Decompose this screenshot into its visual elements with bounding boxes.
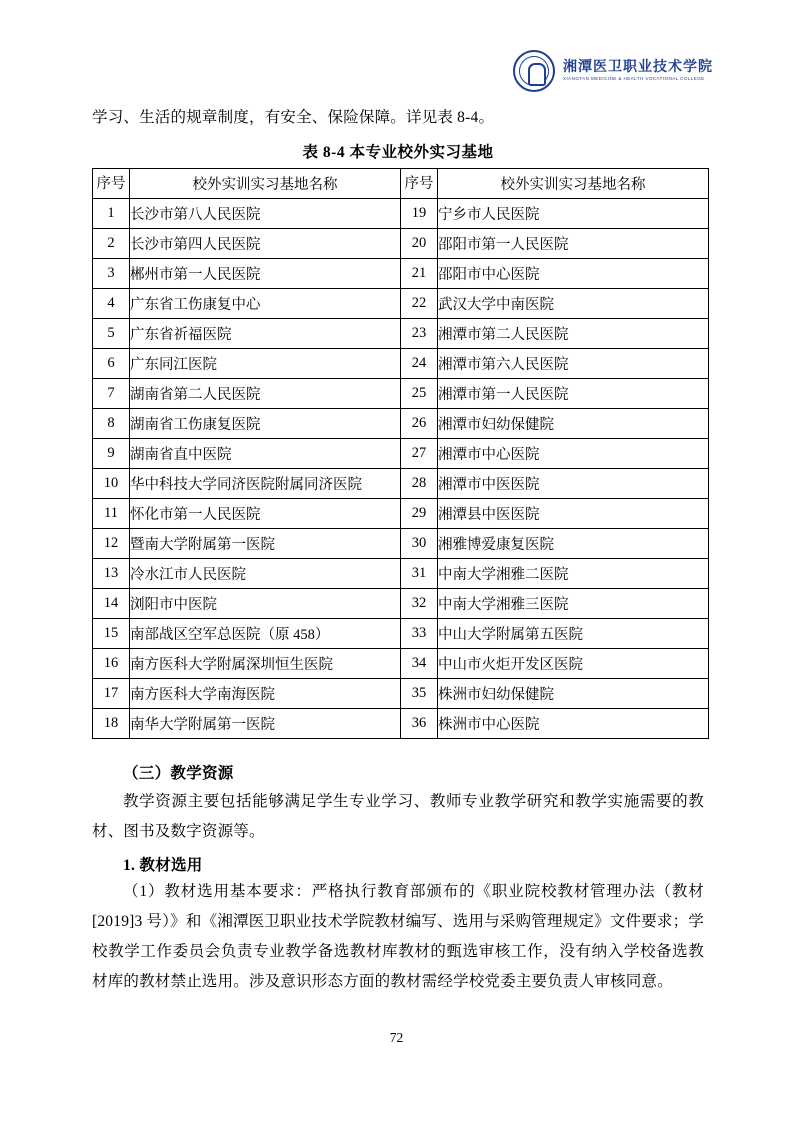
- cell-name: 长沙市第四人民医院: [130, 229, 401, 259]
- table-row: [93, 439, 709, 469]
- cell-name: 宁乡市人民医院: [438, 199, 709, 229]
- table-row: [93, 319, 709, 349]
- table-row: [93, 559, 709, 589]
- cell-no: 34: [401, 649, 438, 679]
- cell-no: 14: [93, 589, 130, 619]
- cell-name: 湘潭市中心医院: [438, 439, 709, 469]
- header-no-right: 序号: [401, 169, 438, 199]
- cell-name: 暨南大学附属第一医院: [130, 529, 401, 559]
- header-name-right: 校外实训实习基地名称: [438, 169, 709, 199]
- header-name-left: 校外实训实习基地名称: [130, 169, 401, 199]
- cell-name: 南方医科大学南海医院: [130, 679, 401, 709]
- cell-no: 5: [93, 319, 130, 349]
- cell-name: 怀化市第一人民医院: [130, 499, 401, 529]
- cell-no: 16: [93, 649, 130, 679]
- cell-no: 10: [93, 469, 130, 499]
- cell-no: 36: [401, 709, 438, 739]
- cell-name: 株洲市中心医院: [438, 709, 709, 739]
- table-row: [93, 709, 709, 739]
- table-row: [93, 289, 709, 319]
- cell-no: 19: [401, 199, 438, 229]
- college-seal-icon: [513, 50, 555, 92]
- textbook-selection-paragraph: （1）教材选用基本要求：严格执行教育部颁布的《职业院校教材管理办法（教材[2019]3 号）》和《湘潭医卫职业技术学院教材编写、选用与采购管理规定》文件要求；学校教学工作委员会负责专业教学备选教材库教材的甄选审核工作，没有纳入学校备选教材库的教材禁止选用。涉及意识形态方面的教材需经学校党委主要负责人审核同意。: [92, 883, 705, 990]
- cell-name: 郴州市第一人民医院: [130, 259, 401, 289]
- college-logo-text: [563, 60, 713, 81]
- cell-name: 中南大学湘雅二医院: [438, 559, 709, 589]
- cell-no: 13: [93, 559, 130, 589]
- cell-no: 24: [401, 349, 438, 379]
- cell-no: 31: [401, 559, 438, 589]
- cell-name: 株洲市妇幼保健院: [438, 679, 709, 709]
- cell-name: 湘雅博爱康复医院: [438, 529, 709, 559]
- cell-name: 长沙市第八人民医院: [130, 199, 401, 229]
- table-row: [93, 349, 709, 379]
- college-name-en: XIANGTAN MEDICINE & HEALTH VOCATIONAL COLLEGE: [563, 76, 705, 82]
- cell-no: 4: [93, 289, 130, 319]
- cell-no: 29: [401, 499, 438, 529]
- cell-name: 湘潭市第二人民医院: [438, 319, 709, 349]
- cell-name: 冷水江市人民医院: [130, 559, 401, 589]
- cell-no: 3: [93, 259, 130, 289]
- table-row: [93, 499, 709, 529]
- cell-no: 8: [93, 409, 130, 439]
- cell-name: 广东同江医院: [130, 349, 401, 379]
- cell-name: 湘潭市妇幼保健院: [438, 409, 709, 439]
- table-header-row: [93, 169, 709, 199]
- cell-no: 32: [401, 589, 438, 619]
- cell-no: 28: [401, 469, 438, 499]
- cell-no: 35: [401, 679, 438, 709]
- table-row: [93, 259, 709, 289]
- cell-name: 广东省工伤康复中心: [130, 289, 401, 319]
- cell-name: 湘潭市第一人民医院: [438, 379, 709, 409]
- page-content: [92, 103, 704, 1003]
- cell-no: 6: [93, 349, 130, 379]
- cell-no: 33: [401, 619, 438, 649]
- cell-no: 21: [401, 259, 438, 289]
- intro-paragraph: 学习、生活的规章制度，有安全、保险保障。详见表 8-4。: [92, 109, 495, 126]
- cell-no: 2: [93, 229, 130, 259]
- cell-no: 1: [93, 199, 130, 229]
- cell-name: 中山大学附属第五医院: [438, 619, 709, 649]
- cell-name: 南方医科大学附属深圳恒生医院: [130, 649, 401, 679]
- cell-no: 25: [401, 379, 438, 409]
- table-row: [93, 679, 709, 709]
- cell-no: 26: [401, 409, 438, 439]
- cell-name: 广东省祈福医院: [130, 319, 401, 349]
- table-row: [93, 229, 709, 259]
- cell-no: 7: [93, 379, 130, 409]
- cell-no: 27: [401, 439, 438, 469]
- table-row: [93, 199, 709, 229]
- sub-heading-textbook-selection: 1. 教材选用: [123, 857, 203, 874]
- table-caption: 表 8-4 本专业校外实习基地: [302, 144, 494, 161]
- cell-name: 武汉大学中南医院: [438, 289, 709, 319]
- cell-name: 湖南省直中医院: [130, 439, 401, 469]
- cell-no: 18: [93, 709, 130, 739]
- cell-no: 23: [401, 319, 438, 349]
- cell-no: 30: [401, 529, 438, 559]
- college-name-cn: 湘潭医卫职业技术学院: [563, 60, 713, 76]
- table-row: [93, 529, 709, 559]
- college-logo: [513, 48, 713, 94]
- cell-no: 15: [93, 619, 130, 649]
- section-heading-teaching-resources: （三）教学资源: [123, 765, 234, 782]
- table-row: [93, 649, 709, 679]
- cell-name: 中山市火炬开发区医院: [438, 649, 709, 679]
- cell-name: 南华大学附属第一医院: [130, 709, 401, 739]
- cell-name: 南部战区空军总医院（原 458）: [130, 619, 401, 649]
- cell-no: 22: [401, 289, 438, 319]
- table-row: [93, 589, 709, 619]
- page-number: 72: [389, 1030, 404, 1045]
- cell-name: 湘潭市第六人民医院: [438, 349, 709, 379]
- table-row: [93, 619, 709, 649]
- cell-name: 湘潭市中医医院: [438, 469, 709, 499]
- cell-no: 11: [93, 499, 130, 529]
- cell-name: 邵阳市中心医院: [438, 259, 709, 289]
- header-no-left: 序号: [93, 169, 130, 199]
- cell-name: 湖南省第二人民医院: [130, 379, 401, 409]
- cell-name: 湖南省工伤康复医院: [130, 409, 401, 439]
- table-row: [93, 469, 709, 499]
- practice-base-table: [92, 168, 709, 739]
- table-row: [93, 379, 709, 409]
- cell-name: 华中科技大学同济医院附属同济医院: [130, 469, 401, 499]
- cell-name: 浏阳市中医院: [130, 589, 401, 619]
- table-row: [93, 409, 709, 439]
- cell-no: 17: [93, 679, 130, 709]
- cell-name: 中南大学湘雅三医院: [438, 589, 709, 619]
- cell-name: 邵阳市第一人民医院: [438, 229, 709, 259]
- teaching-resources-paragraph: 教学资源主要包括能够满足学生专业学习、教师专业教学研究和教学实施需要的教材、图书及数字资源等。: [92, 793, 704, 840]
- cell-no: 20: [401, 229, 438, 259]
- cell-name: 湘潭县中医医院: [438, 499, 709, 529]
- cell-no: 12: [93, 529, 130, 559]
- cell-no: 9: [93, 439, 130, 469]
